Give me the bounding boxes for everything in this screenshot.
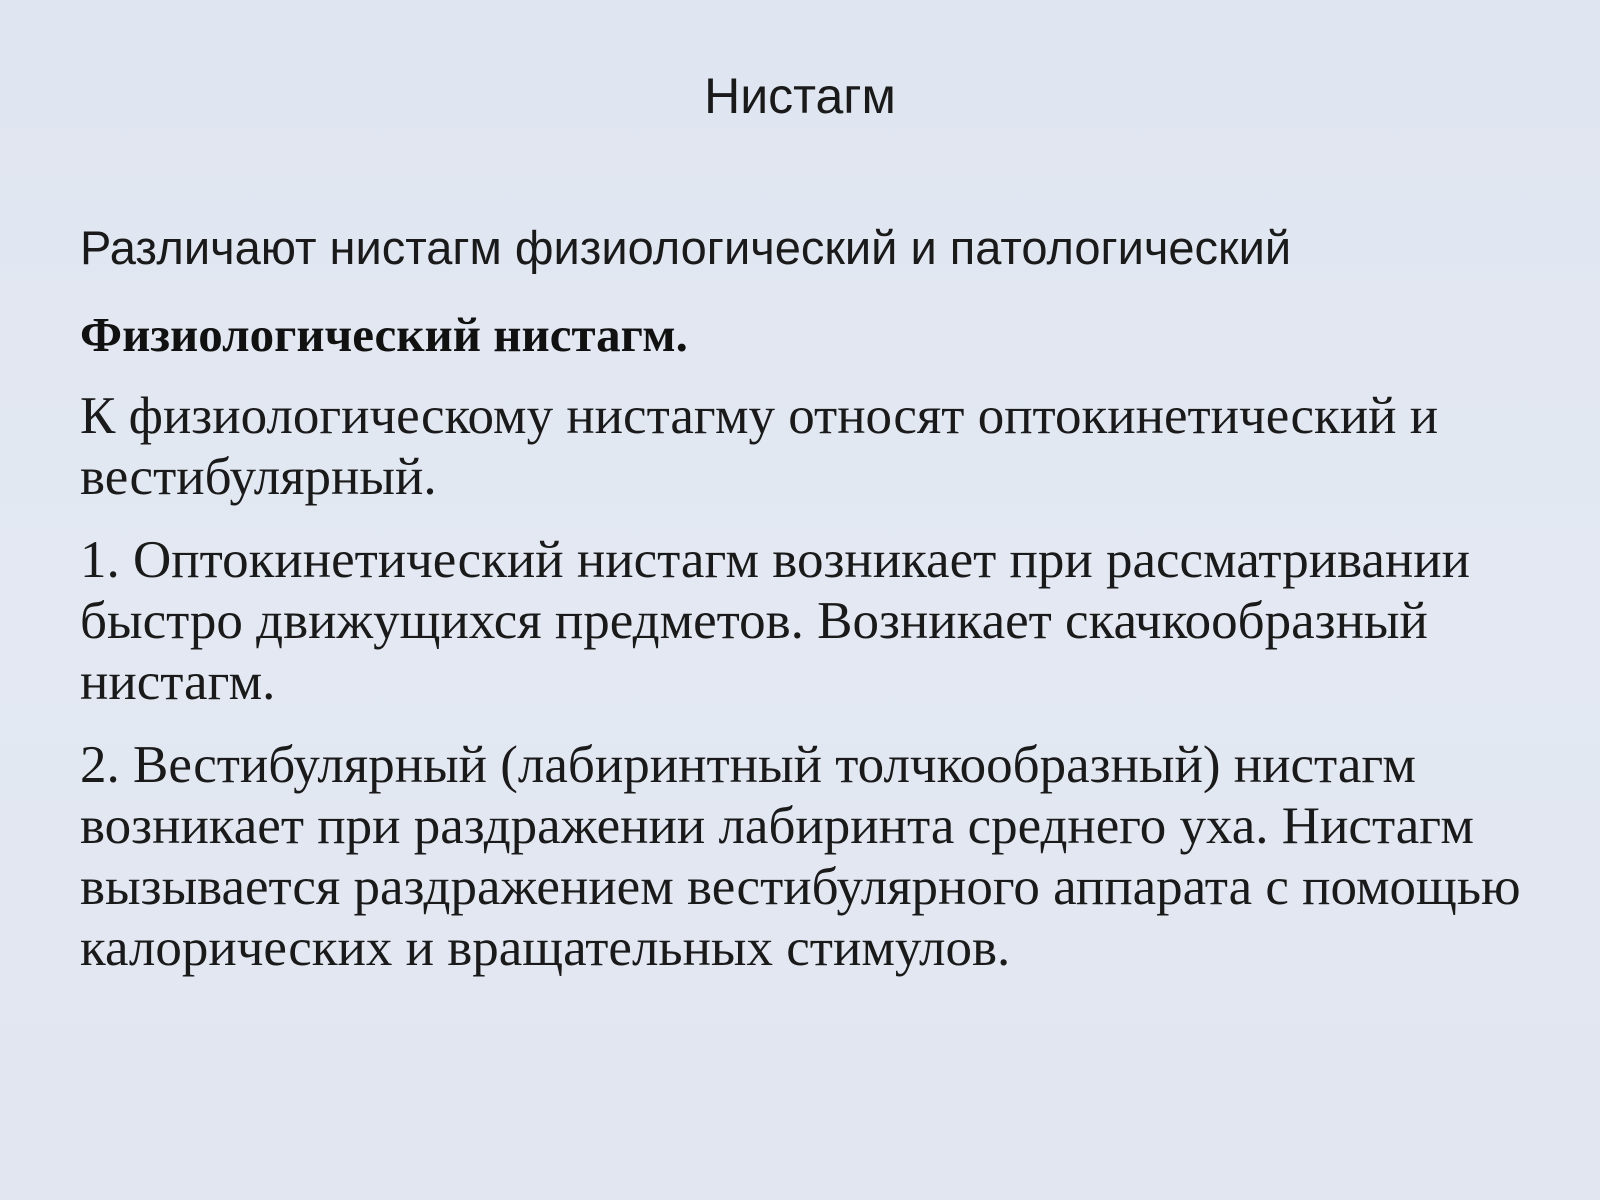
slide-content	[80, 220, 1560, 979]
slide-title: Нистагм	[704, 68, 896, 124]
section-heading: Физиологический нистагм.	[80, 307, 688, 362]
intro-text: Различают нистагм физиологический и патологический	[80, 221, 1292, 274]
list-item-optokinetic: 1. Оптокинетический нистагм возникает при рассматривании быстро движущихся предметов. Возникает скачкообразный нистагм.	[80, 531, 1471, 711]
list-item-vestibular: 2. Вестибулярный (лабиринтный толчкообразный) нистагм возникает при раздражении лабиринта среднего уха. Нистагм вызывается раздражением вестибулярного аппарата с помощью калорических и вращательных стимулов.	[80, 736, 1521, 977]
paragraph-physiological: К физиологическому нистагму относят оптокинетический и вестибулярный.	[80, 387, 1439, 506]
